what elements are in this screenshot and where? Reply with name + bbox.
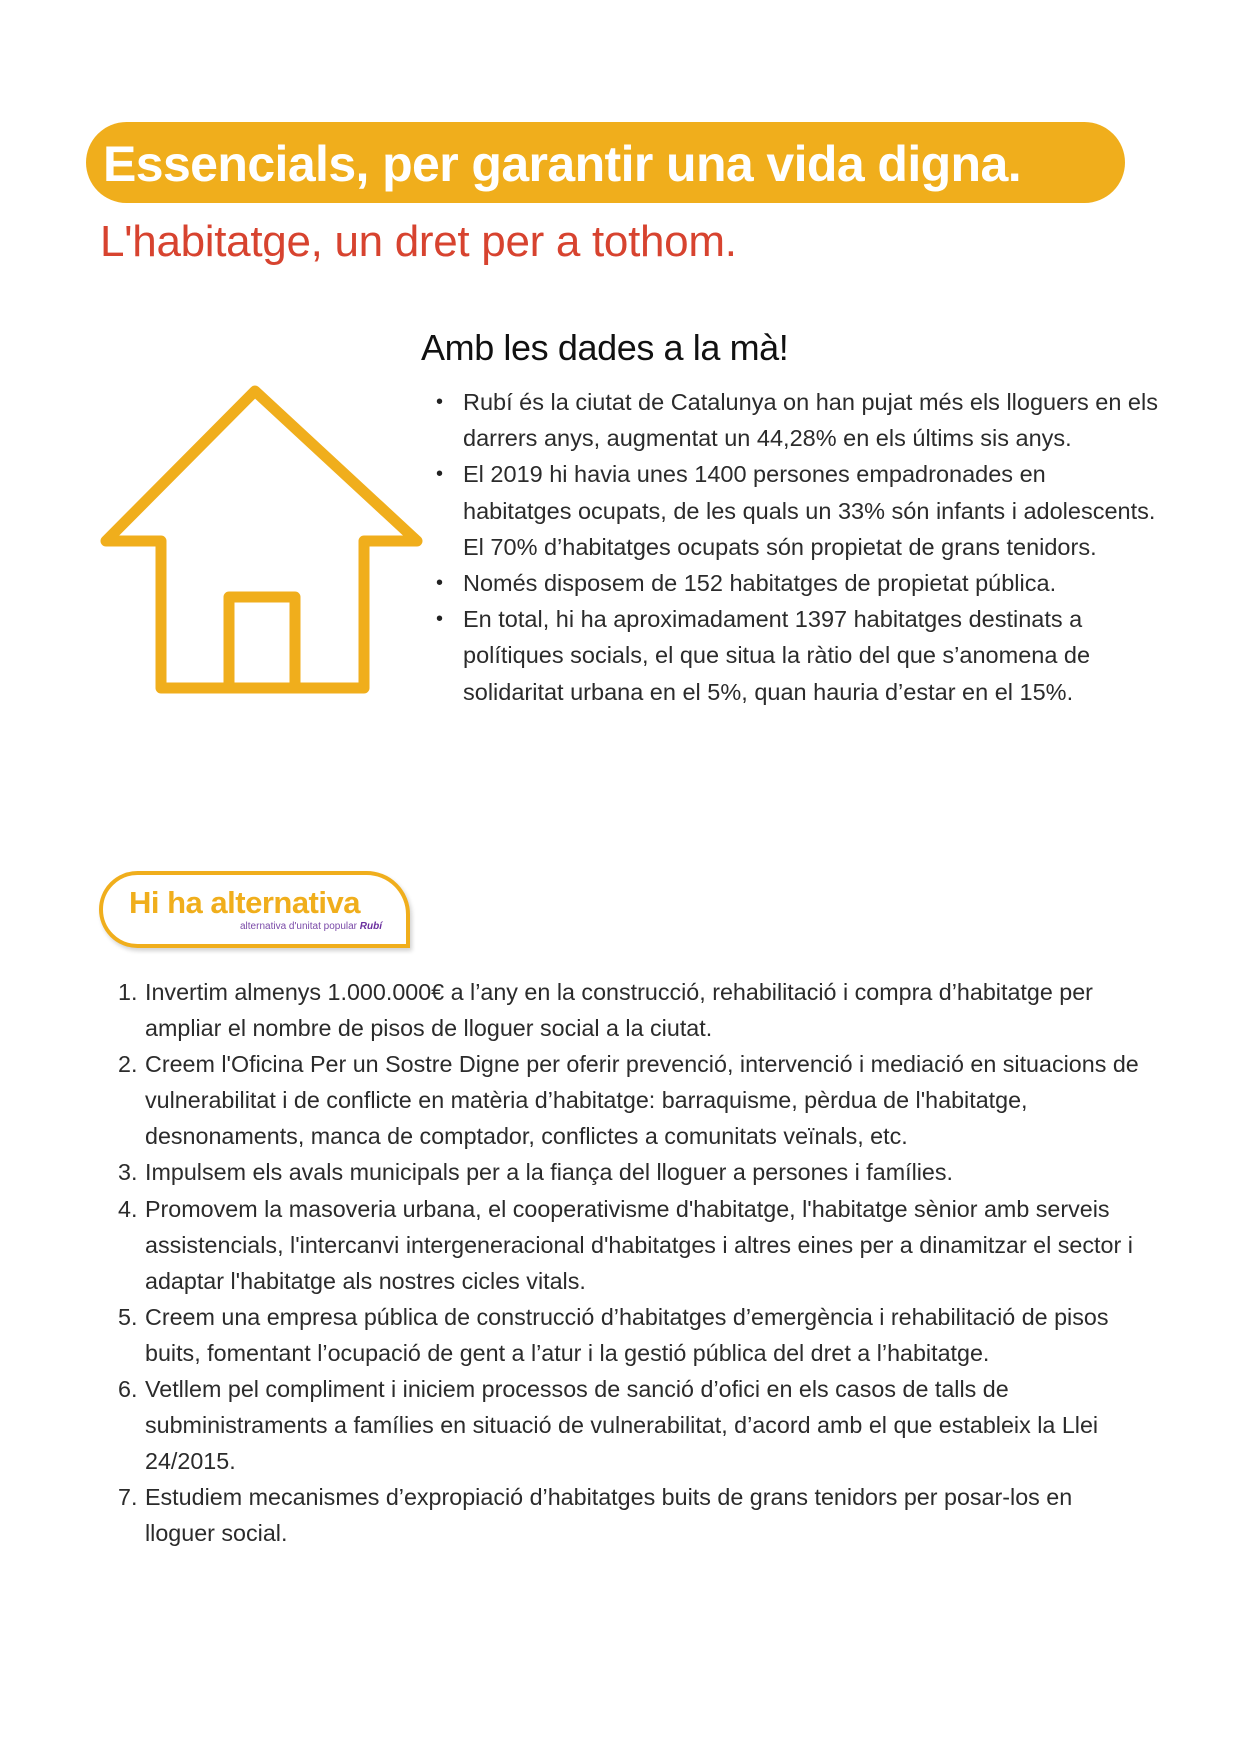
data-section-heading: Amb les dades a la mà! [421,327,789,368]
badge-title: Hi ha alternativa [129,885,360,920]
stats-list [438,384,1158,710]
proposal-text: Invertim almenys 1.000.000€ a l’any en la construcció, rehabilitació i compra d’habitatge per ampliar el nombre de pisos de lloguer social a la ciutat. [145,979,1093,1042]
proposal-item [118,1191,1148,1299]
proposal-text: Estudiem mecanismes d’expropiació d’habitatges buits de grans tenidors per posar-los en lloguer social. [145,1484,1073,1547]
proposal-text: Creem l'Oficina Per un Sostre Digne per oferir prevenció, intervenció i mediació en situacions de vulnerabilitat i de conflicte en matèria d’habitatge: barraquisme, pèrdua de l'habitatge, desnonaments, manca de comptador, conflictes a comunitats veïnals, etc. [145,1051,1139,1150]
proposal-number: 6. [118,1376,138,1403]
proposal-number: 3. [118,1159,138,1186]
bullet-icon: • [436,572,444,595]
badge-brand: Rubí [359,921,382,932]
stats-list-item [438,601,1158,710]
proposals-list [118,974,1148,1552]
proposal-text: Promovem la masoveria urbana, el cooperativisme d'habitatge, l'habitatge sènior amb serveis assistencials, l'intercanvi intergeneracional d'habitatges i altres eines per a dinamitzar el sector i adaptar l'habitatge als nostres cicles vitals. [145,1195,1133,1294]
stats-list-item [438,456,1158,565]
page-title: Essencials, per garantir una vida digna. [103,135,1021,192]
bullet-icon: • [436,391,444,413]
page-subtitle: L'habitatge, un dret per a tothom. [100,217,737,266]
alternativa-logo-badge [99,871,410,948]
stats-list-item [438,565,1158,601]
stats-item-text: En total, hi ha aproximadament 1397 habitatges destinats a polítiques socials, el que situa la ràtio del que s’anomena de solidaritat urbana en el 5%, quan hauria d’estar en el 15%. [463,606,1091,705]
proposal-item [118,1299,1148,1371]
proposal-number: 1. [118,979,138,1005]
proposal-number: 5. [118,1303,138,1330]
stats-item-text: El 2019 hi havia unes 1400 persones empadronades en habitatges ocupats, de les quals un 33% són infants i adolescents. El 70% d’habitatges ocupats són propietat de grans tenidors. [463,461,1156,560]
stats-item-text: Només disposem de 152 habitatges de propietat pública. [463,570,1057,597]
badge-subtitle-text: alternativa d'unitat popular [240,921,357,932]
proposal-text: Creem una empresa pública de construcció d’habitatges d’emergència i rehabilitació de pisos buits, fomentant l’ocupació de gent a l’atur i la gestió pública del dret a l’habitatge. [145,1303,1109,1366]
bullet-icon: • [436,608,444,631]
proposal-number: 4. [118,1195,138,1222]
proposal-number: 2. [118,1051,138,1078]
stats-item-text: Rubí és la ciutat de Catalunya on han pujat més els lloguers en els darrers anys, augmentat un 44,28% en els últims sis anys. [463,389,1158,452]
proposal-item [118,1046,1148,1154]
proposal-item [118,1154,1148,1190]
proposal-item [118,974,1148,1046]
proposal-item [118,1479,1148,1551]
proposal-item [118,1371,1148,1479]
proposal-text: Impulsem els avals municipals per a la fiança del lloguer a persones i famílies. [145,1159,954,1186]
house-outline [106,391,417,688]
house-icon [98,383,424,703]
badge-subtitle [240,922,382,932]
stats-list-item [438,384,1158,456]
bullet-icon: • [436,463,444,486]
proposal-number: 7. [118,1484,138,1511]
proposal-text: Vetllem pel compliment i iniciem processos de sanció d’ofici en els casos de talls de subministraments a famílies en situació de vulnerabilitat, d’acord amb el que estableix la Llei 24/2015. [145,1376,1099,1475]
title-banner [86,122,1125,203]
house-door [229,597,295,688]
